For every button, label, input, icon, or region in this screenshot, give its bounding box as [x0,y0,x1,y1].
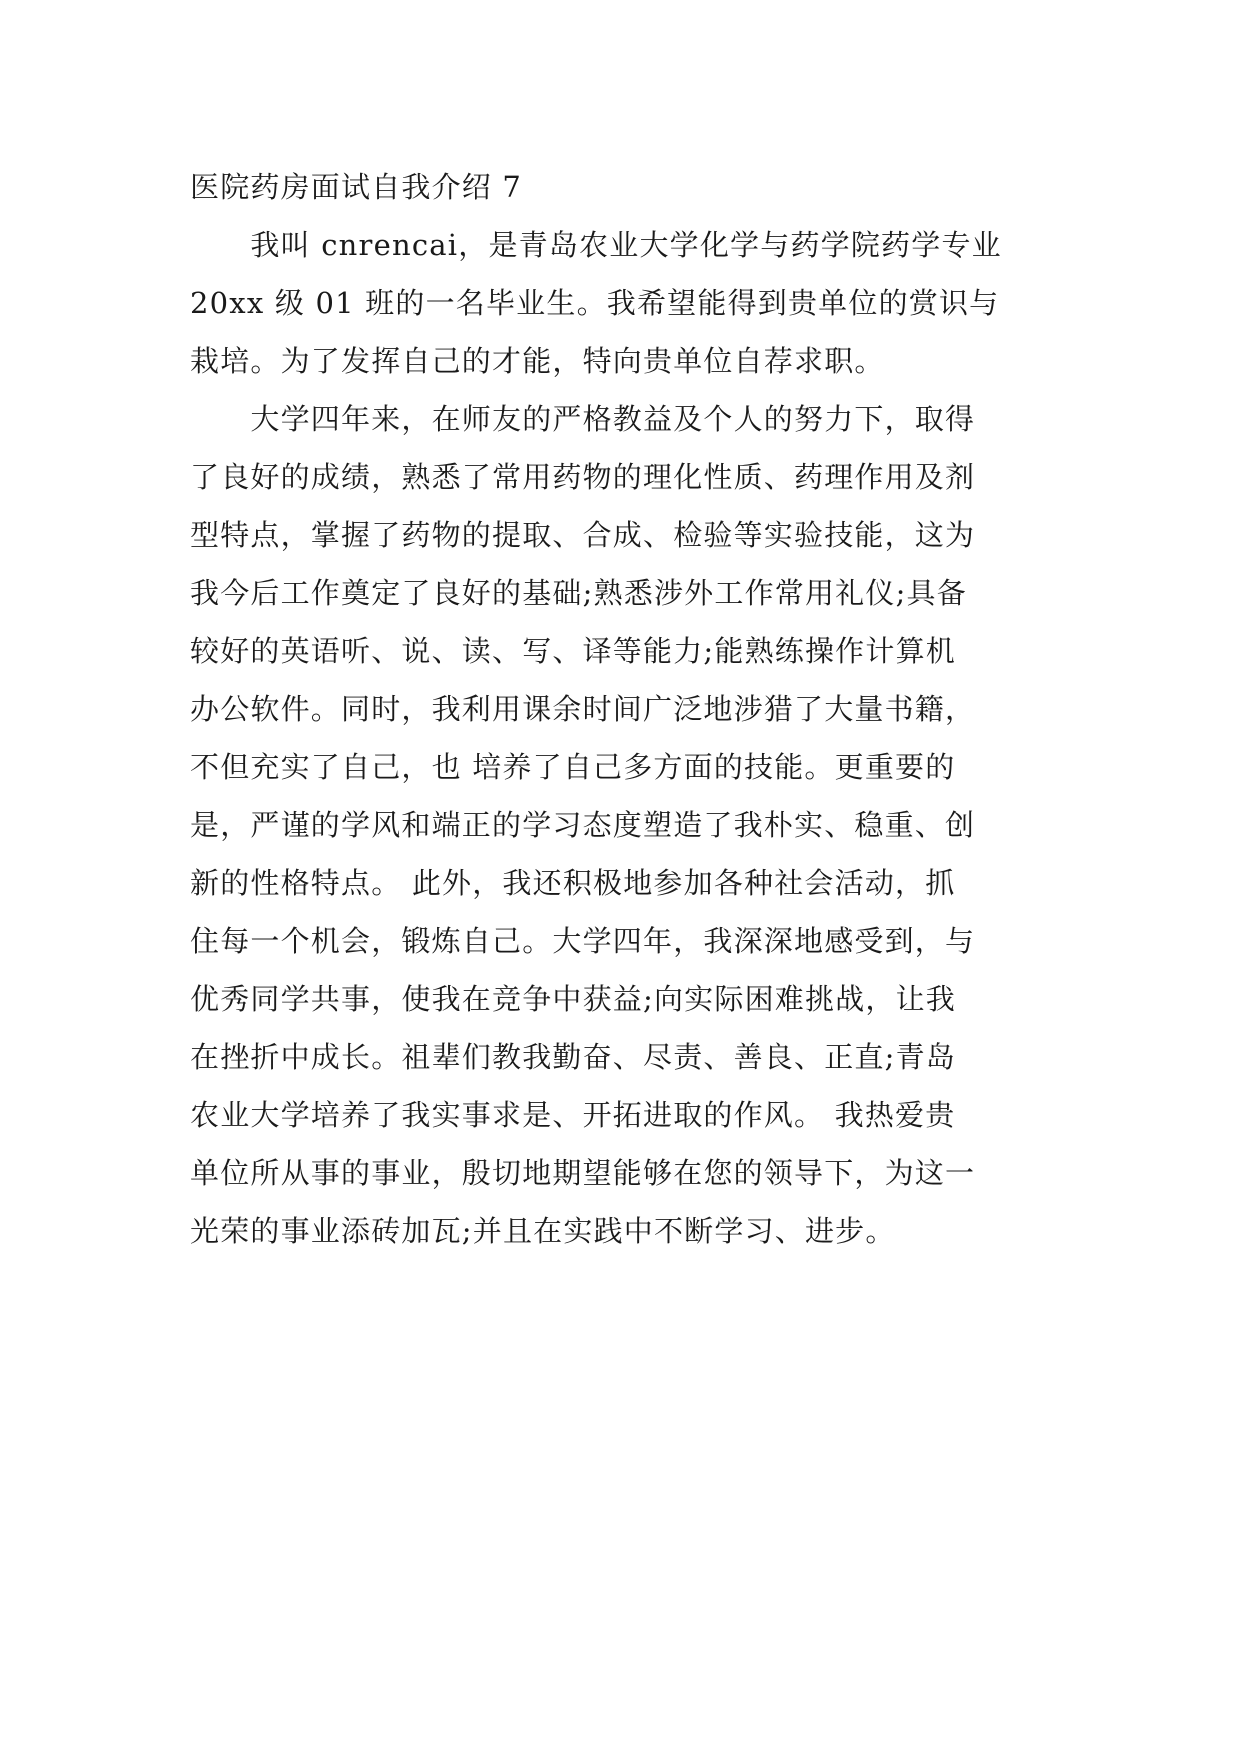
text-line: 新的性格特点。 此外，我还积极地参加各种社会活动，抓 [190,866,956,900]
text-line: 优秀同学共事，使我在竞争中获益;向实际困难挑战，让我 [190,982,956,1016]
text-line: 栽培。为了发挥自己的才能，特向贵单位自荐求职。 [190,344,885,378]
text-line: 农业大学培养了我实事求是、开拓进取的作风。 我热爱贵 [190,1098,956,1132]
text-line: 较好的英语听、说、读、写、译等能力;能熟练操作计算机 [190,634,956,668]
text-line: 住每一个机会，锻炼自己。大学四年，我深深地感受到，与 [190,924,976,958]
text-line: 我今后工作奠定了良好的基础;熟悉涉外工作常用礼仪;具备 [190,576,967,610]
paragraph-2 [190,390,1060,1260]
text-line: 大学四年来，在师友的严格教益及个人的努力下，取得 [190,402,976,436]
text-line: 不但充实了自己，也 培养了自己多方面的技能。更重要的 [190,750,956,784]
text-line: 办公软件。同时，我利用课余时间广泛地涉猎了大量书籍， [190,692,976,726]
text-line: 20xx 级 01 班的一名毕业生。我希望能得到贵单位的赏识与 [190,286,1000,320]
document-title: 医院药房面试自我介绍 7 [190,170,523,204]
text-line: 光荣的事业添砖加瓦;并且在实践中不断学习、进步。 [190,1214,896,1248]
text-line: 单位所从事的事业，殷切地期望能够在您的领导下，为这一 [190,1156,976,1190]
paragraph-1 [190,216,1060,390]
text-line: 在挫折中成长。祖辈们教我勤奋、尽责、善良、正直;青岛 [190,1040,956,1074]
text-line: 型特点，掌握了药物的提取、合成、检验等实验技能，这为 [190,518,976,552]
document-body [190,158,1060,1260]
text-line: 是，严谨的学风和端正的学习态度塑造了我朴实、稳重、创 [190,808,976,842]
text-line: 了良好的成绩，熟悉了常用药物的理化性质、药理作用及剂 [190,460,976,494]
text-line: 我叫 cnrencai，是青岛农业大学化学与药学院药学专业 [190,228,1002,262]
